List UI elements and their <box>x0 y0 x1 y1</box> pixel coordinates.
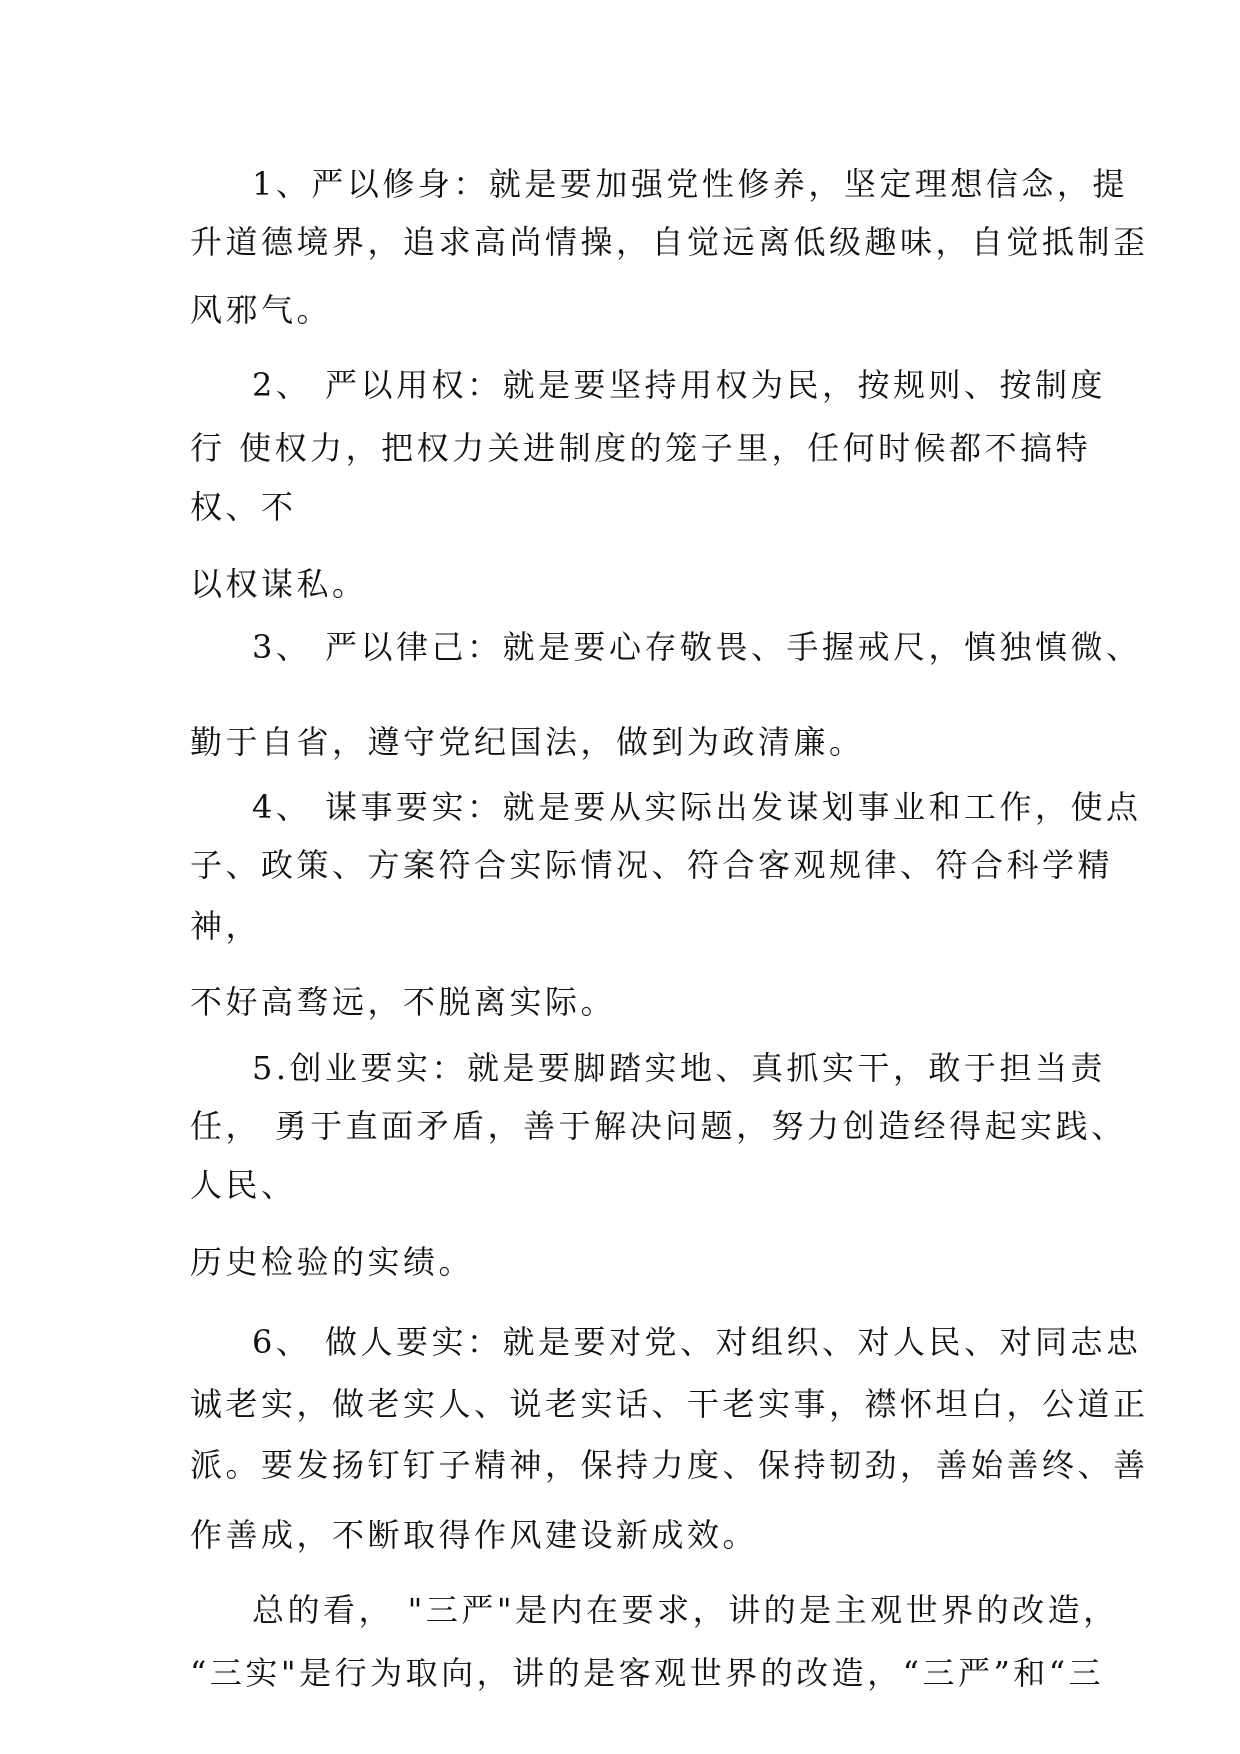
text-line: 以权谋私。 <box>190 565 368 603</box>
text-line: 历史检验的实绩。 <box>190 1243 475 1281</box>
text-line: 派。要发扬钉钉子精神，保持力度、保持韧劲，善始善终、善 <box>190 1446 1149 1484</box>
text-line: 任， 勇于直面矛盾，善于解决问题，努力创造经得起实践、 <box>190 1107 1127 1145</box>
text-line: 子、政策、方案符合实际情况、符合客观规律、符合科学精 <box>190 846 1114 884</box>
text-line: 行 使权力，把权力关进制度的笼子里，任何时候都不搞特 <box>190 429 1092 467</box>
text-line: 升道德境界，追求高尚情操，自觉远离低级趣味，自觉抵制歪 <box>190 223 1149 261</box>
text-line: 神， <box>190 907 262 945</box>
text-line: 诚老实，做老实人、说老实话、干老实事，襟怀坦白，公道正 <box>190 1385 1149 1423</box>
text-line: 1、严以修身：就是要加强党性修养，坚定理想信念，提 <box>252 165 1128 203</box>
text-line: 勤于自省，遵守党纪国法，做到为政清廉。 <box>190 723 865 761</box>
text-line: 总的看， "三严"是内在要求，讲的是主观世界的改造， <box>252 1591 1119 1629</box>
text-line: 2、 严以用权：就是要坚持用权为民，按规则、按制度 <box>252 366 1107 404</box>
text-line: 6、 做人要实：就是要对党、对组织、对人民、对同志忠 <box>252 1323 1142 1361</box>
text-line: 权、不 <box>190 488 297 526</box>
text-line: 风邪气。 <box>190 291 333 329</box>
text-line: 5.创业要实：就是要脚踏实地、真抓实干，敢于担当责 <box>252 1049 1107 1087</box>
text-line: 3、 严以律己：就是要心存敬畏、手握戒尺，慎独慎微、 <box>252 628 1142 666</box>
text-line: “三实"是行为取向，讲的是客观世界的改造，“三严”和“三 <box>190 1654 1105 1692</box>
text-line: 4、 谋事要实：就是要从实际出发谋划事业和工作，使点 <box>252 788 1142 826</box>
text-line: 不好高骛远，不脱离实际。 <box>190 983 617 1021</box>
text-line: 作善成，不断取得作风建设新成效。 <box>190 1516 759 1554</box>
text-line: 人民、 <box>190 1166 297 1204</box>
